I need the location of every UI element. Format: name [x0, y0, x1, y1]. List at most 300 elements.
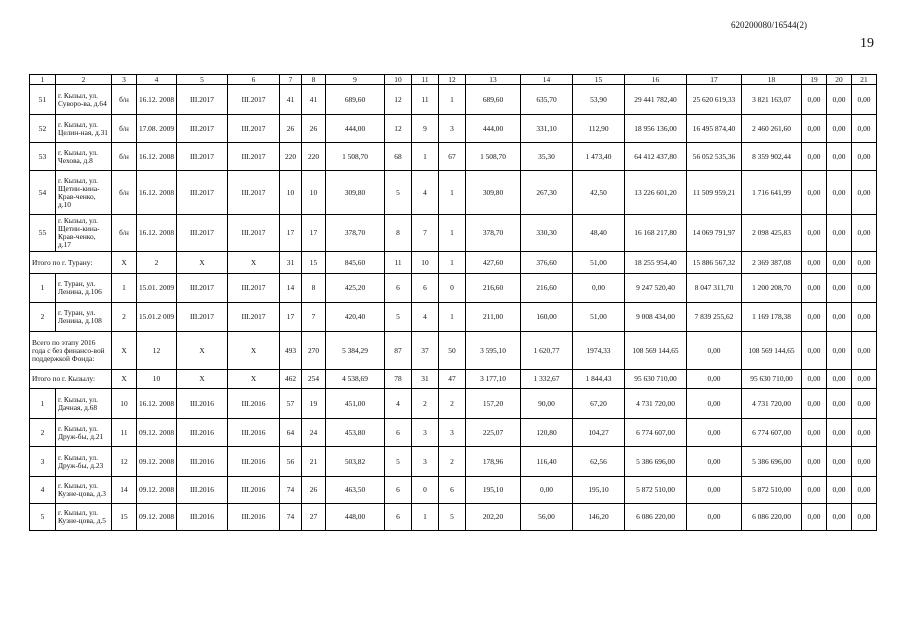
table-cell: 1 [439, 303, 466, 332]
table-cell: 2 460 261,60 [742, 115, 802, 143]
table-cell: 27 [302, 504, 326, 531]
column-header: 19 [802, 75, 827, 85]
table-cell: III.2016 [228, 447, 280, 477]
table-cell: 0,00 [802, 171, 827, 215]
table-cell: 6 086 220,00 [625, 504, 687, 531]
table-cell: 2 [137, 252, 177, 274]
table-cell: 2 [112, 303, 137, 332]
table-cell: 503,82 [326, 447, 385, 477]
table-cell: X [177, 370, 228, 389]
table-cell: 0,00 [802, 115, 827, 143]
table-cell: III.2017 [228, 303, 280, 332]
table-cell: 19 [302, 389, 326, 419]
table-cell: 0,00 [852, 143, 877, 171]
table-cell: 425,20 [326, 274, 385, 303]
table-cell: 1 [112, 274, 137, 303]
table-cell: 0,00 [687, 389, 742, 419]
total-label-cell: Итого по г. Кызылу: [30, 370, 112, 389]
table-cell: III.2017 [228, 274, 280, 303]
table-cell: 0,00 [827, 85, 852, 115]
table-cell: 9 [412, 115, 439, 143]
table-cell: 5 384,29 [326, 332, 385, 370]
table-cell: 216,60 [521, 274, 573, 303]
table-cell: 17.08. 2009 [137, 115, 177, 143]
table-cell: 4 731 720,00 [742, 389, 802, 419]
table-cell: 330,30 [521, 215, 573, 252]
column-header: 4 [137, 75, 177, 85]
column-header: 12 [439, 75, 466, 85]
table-cell: 6 086 220,00 [742, 504, 802, 531]
table-cell: 1 [439, 252, 466, 274]
table-cell: 104,27 [573, 419, 625, 447]
table-cell: 4 [30, 477, 56, 504]
table-cell: 195,10 [573, 477, 625, 504]
table-cell: 11 [412, 85, 439, 115]
table-cell: 67 [439, 143, 466, 171]
table-cell: 16.12. 2008 [137, 171, 177, 215]
document-number: 620200080/16544(2) [731, 20, 807, 30]
table-cell: 0,00 [827, 504, 852, 531]
table-cell: 0,00 [687, 419, 742, 447]
column-header: 7 [280, 75, 302, 85]
table-row [30, 419, 877, 447]
table-cell: 7 [412, 215, 439, 252]
table-cell: 6 774 607,00 [742, 419, 802, 447]
table-cell: 90,00 [521, 389, 573, 419]
table-cell: 0,00 [687, 332, 742, 370]
table-cell: 35,30 [521, 143, 573, 171]
column-header: 9 [326, 75, 385, 85]
table-cell: 54 [30, 171, 56, 215]
table-cell: 267,30 [521, 171, 573, 215]
table-cell: 2 [30, 303, 56, 332]
table-cell: 78 [385, 370, 412, 389]
table-cell: 6 [439, 477, 466, 504]
table-cell: 3 177,10 [466, 370, 521, 389]
column-header: 8 [302, 75, 326, 85]
table-cell: 09.12. 2008 [137, 504, 177, 531]
table-cell: X [228, 252, 280, 274]
table-cell: 0,00 [827, 389, 852, 419]
table-cell: 62,56 [573, 447, 625, 477]
table-cell: 31 [280, 252, 302, 274]
table-cell: 5 [385, 447, 412, 477]
table-row [30, 215, 877, 252]
table-cell: 493 [280, 332, 302, 370]
table-cell: 453,80 [326, 419, 385, 447]
table-cell: 1 [30, 389, 56, 419]
table-cell: 3 [412, 419, 439, 447]
table-cell: 37 [412, 332, 439, 370]
column-header: 17 [687, 75, 742, 85]
table-cell: 41 [280, 85, 302, 115]
table-cell: 9 247 520,40 [625, 274, 687, 303]
table-cell: 09.12. 2008 [137, 419, 177, 447]
table-cell: 42,50 [573, 171, 625, 215]
table-cell: 378,70 [326, 215, 385, 252]
table-cell: 12 [385, 85, 412, 115]
table-cell: 68 [385, 143, 412, 171]
table-cell: 0,00 [802, 504, 827, 531]
table-cell: 4 731 720,00 [625, 389, 687, 419]
total-label-cell: Всего по этапу 2016 года с без финансо-вой поддержкой Фонда: [30, 332, 112, 370]
table-row [30, 477, 877, 504]
table-cell: 0,00 [687, 504, 742, 531]
table-cell: 1 716 641,99 [742, 171, 802, 215]
table-cell: 74 [280, 477, 302, 504]
table-cell: 52 [30, 115, 56, 143]
table-row [30, 143, 877, 171]
table-cell: 331,10 [521, 115, 573, 143]
address-cell: г. Туран, ул. Ленина, д.108 [56, 303, 112, 332]
table-cell: 2 369 387,08 [742, 252, 802, 274]
table-cell: 0,00 [687, 370, 742, 389]
table-cell: III.2016 [177, 389, 228, 419]
table-row [30, 252, 877, 274]
column-header: 13 [466, 75, 521, 85]
table-cell: 1 [412, 504, 439, 531]
table-cell: 0,00 [827, 252, 852, 274]
table-cell: 0,00 [802, 447, 827, 477]
table-cell: X [228, 370, 280, 389]
table-cell: 0,00 [802, 370, 827, 389]
total-label-cell: Итого по г. Турану: [30, 252, 112, 274]
table-cell: X [112, 252, 137, 274]
column-header: 21 [852, 75, 877, 85]
table-cell: 15 886 567,32 [687, 252, 742, 274]
table-cell: 09.12. 2008 [137, 447, 177, 477]
table-cell: 0,00 [802, 252, 827, 274]
table-cell: 3 [412, 447, 439, 477]
table-cell: 1 [439, 85, 466, 115]
table-cell: 4 [412, 303, 439, 332]
table-cell: 26 [302, 477, 326, 504]
table-cell: 1 [439, 171, 466, 215]
table-cell: 51 [30, 85, 56, 115]
table-cell: III.2016 [177, 447, 228, 477]
table-cell: 254 [302, 370, 326, 389]
table-row [30, 274, 877, 303]
table-cell: 108 569 144,65 [625, 332, 687, 370]
table-cell: 18 255 954,40 [625, 252, 687, 274]
table-cell: 0,00 [852, 85, 877, 115]
table-cell: 5 [439, 504, 466, 531]
table-cell: 7 [302, 303, 326, 332]
table-cell: 14 [112, 477, 137, 504]
table-cell: 16 168 217,80 [625, 215, 687, 252]
table-row [30, 171, 877, 215]
address-cell: г. Туран, ул. Ленина, д.106 [56, 274, 112, 303]
table-cell: 1 [439, 215, 466, 252]
table-cell: 10 [302, 171, 326, 215]
table-cell: 16.12. 2008 [137, 85, 177, 115]
table-cell: 0 [439, 274, 466, 303]
table-cell: 160,00 [521, 303, 573, 332]
table-cell: 225,07 [466, 419, 521, 447]
address-cell: г. Кызыл, ул. Щетин-кина-Крав-ченко, д.10 [56, 171, 112, 215]
table-cell: X [112, 332, 137, 370]
table-cell: 6 [412, 274, 439, 303]
table-cell: 1 169 178,38 [742, 303, 802, 332]
table-cell: 448,00 [326, 504, 385, 531]
table-cell: 15.01.2 009 [137, 303, 177, 332]
address-cell: г. Кызыл, ул. Суворо-ва, д.64 [56, 85, 112, 115]
table-cell: 0,00 [827, 447, 852, 477]
table-cell: III.2017 [177, 85, 228, 115]
table-cell: 15 [112, 504, 137, 531]
table-cell: 64 [280, 419, 302, 447]
table-cell: 64 412 437,80 [625, 143, 687, 171]
table-cell: 12 [112, 447, 137, 477]
table-cell: 50 [439, 332, 466, 370]
table-cell: 1 [30, 274, 56, 303]
table-cell: 689,60 [466, 85, 521, 115]
table-cell: 0,00 [827, 115, 852, 143]
table-cell: 0,00 [802, 389, 827, 419]
table-cell: 0,00 [687, 477, 742, 504]
column-header: 16 [625, 75, 687, 85]
table-cell: III.2016 [228, 389, 280, 419]
table-cell: 15.01. 2009 [137, 274, 177, 303]
table-cell: 55 [30, 215, 56, 252]
table-cell: 6 [385, 419, 412, 447]
table-cell: 216,60 [466, 274, 521, 303]
address-cell: г. Кызыл, ул. Друж-бы, д.21 [56, 419, 112, 447]
table-cell: III.2016 [177, 477, 228, 504]
table-cell: б/н [112, 143, 137, 171]
table-cell: 6 774 607,00 [625, 419, 687, 447]
table-cell: 0,00 [802, 419, 827, 447]
table-cell: 0,00 [802, 274, 827, 303]
table-cell: III.2017 [177, 274, 228, 303]
table-cell: б/н [112, 115, 137, 143]
table-cell: 1974,33 [573, 332, 625, 370]
table-cell: 56 [280, 447, 302, 477]
table-cell: X [112, 370, 137, 389]
table-cell: 5 [385, 303, 412, 332]
table-cell: 53 [30, 143, 56, 171]
table-cell: 17 [280, 215, 302, 252]
column-header: 3 [112, 75, 137, 85]
table-cell: б/н [112, 215, 137, 252]
table-cell: 116,40 [521, 447, 573, 477]
table-cell: 74 [280, 504, 302, 531]
table-cell: III.2017 [228, 85, 280, 115]
table-cell: 24 [302, 419, 326, 447]
column-header: 11 [412, 75, 439, 85]
table-cell: 0,00 [802, 332, 827, 370]
column-header: 15 [573, 75, 625, 85]
table-cell: 56,00 [521, 504, 573, 531]
table-cell: 220 [302, 143, 326, 171]
table-cell: 5 386 696,00 [625, 447, 687, 477]
table-cell: 48,40 [573, 215, 625, 252]
table-cell: 10 [412, 252, 439, 274]
table-cell: б/н [112, 85, 137, 115]
table-cell: 1 508,70 [326, 143, 385, 171]
table-cell: 53,90 [573, 85, 625, 115]
table-cell: 0,00 [827, 419, 852, 447]
table-cell: 1 508,70 [466, 143, 521, 171]
table-cell: б/н [112, 171, 137, 215]
table-cell: 1 [412, 143, 439, 171]
table-cell: 2 098 425,83 [742, 215, 802, 252]
table-cell: 56 052 535,36 [687, 143, 742, 171]
table-cell: 3 [439, 419, 466, 447]
table-cell: 220 [280, 143, 302, 171]
table-cell: 3 821 163,07 [742, 85, 802, 115]
table-cell: X [177, 252, 228, 274]
table-cell: III.2016 [228, 477, 280, 504]
table-cell: III.2017 [177, 115, 228, 143]
table-cell: III.2016 [228, 419, 280, 447]
table-cell: 120,80 [521, 419, 573, 447]
table-cell: 451,00 [326, 389, 385, 419]
table-cell: III.2017 [177, 215, 228, 252]
table-cell: X [177, 332, 228, 370]
table-cell: 5 [385, 171, 412, 215]
table-cell: 0,00 [827, 274, 852, 303]
column-header: 5 [177, 75, 228, 85]
table-cell: 09.12. 2008 [137, 477, 177, 504]
table-row [30, 85, 877, 115]
table-cell: 26 [280, 115, 302, 143]
table-cell: 18 956 136,00 [625, 115, 687, 143]
table-cell: 0,00 [852, 477, 877, 504]
table-cell: 4 [412, 171, 439, 215]
table-cell: 178,96 [466, 447, 521, 477]
address-cell: г. Кызыл, ул. Дачная, д.68 [56, 389, 112, 419]
table-cell: 12 [137, 332, 177, 370]
page-number: 19 [860, 36, 874, 51]
table-cell: III.2017 [228, 115, 280, 143]
table-cell: 0,00 [521, 477, 573, 504]
table-cell: 1 200 208,70 [742, 274, 802, 303]
table-row [30, 389, 877, 419]
table-cell: 0,00 [852, 115, 877, 143]
table-cell: 202,20 [466, 504, 521, 531]
table-row [30, 115, 877, 143]
table-cell: 2 [439, 447, 466, 477]
table-cell: 0,00 [827, 370, 852, 389]
table-cell: 17 [280, 303, 302, 332]
table-cell: 29 441 782,40 [625, 85, 687, 115]
column-header: 2 [56, 75, 112, 85]
table-cell: 5 386 696,00 [742, 447, 802, 477]
address-cell: г. Кызыл, ул. Целин-ная, д.31 [56, 115, 112, 143]
table-cell: 11 [385, 252, 412, 274]
table-cell: 0,00 [687, 447, 742, 477]
table-row [30, 303, 877, 332]
table-cell: 17 [302, 215, 326, 252]
table-cell: 444,00 [466, 115, 521, 143]
table-cell: 0,00 [852, 215, 877, 252]
table-row [30, 332, 877, 370]
table-row [30, 504, 877, 531]
table-cell: X [228, 332, 280, 370]
table-row [30, 447, 877, 477]
table-cell: 427,60 [466, 252, 521, 274]
table-cell: 8 [302, 274, 326, 303]
table-cell: 108 569 144,65 [742, 332, 802, 370]
table-cell: 47 [439, 370, 466, 389]
table-cell: 0,00 [802, 143, 827, 171]
table-cell: 0,00 [827, 303, 852, 332]
table-cell: 6 [385, 274, 412, 303]
table-cell: 0,00 [573, 274, 625, 303]
address-cell: г. Кызыл, ул. Чехова, д.8 [56, 143, 112, 171]
table-cell: 157,20 [466, 389, 521, 419]
table-cell: 376,60 [521, 252, 573, 274]
table-cell: 57 [280, 389, 302, 419]
table-cell: 463,50 [326, 477, 385, 504]
table-cell: 0,00 [852, 274, 877, 303]
table-cell: 51,00 [573, 252, 625, 274]
table-cell: 5 872 510,00 [625, 477, 687, 504]
table-cell: 3 [439, 115, 466, 143]
housing-table [29, 74, 877, 531]
table-cell: 26 [302, 115, 326, 143]
table-cell: 5 872 510,00 [742, 477, 802, 504]
column-header: 6 [228, 75, 280, 85]
table-cell: 270 [302, 332, 326, 370]
table-cell: III.2016 [228, 504, 280, 531]
address-cell: г. Кызыл, ул. Щетин-кина-Крав-ченко, д.17 [56, 215, 112, 252]
table-cell: 16.12. 2008 [137, 143, 177, 171]
table-cell: 0,00 [852, 252, 877, 274]
column-header: 10 [385, 75, 412, 85]
table-cell: 0,00 [827, 171, 852, 215]
table-cell: 444,00 [326, 115, 385, 143]
table-cell: 112,90 [573, 115, 625, 143]
table-cell: 1 620,77 [521, 332, 573, 370]
table-cell: 378,70 [466, 215, 521, 252]
table-cell: 4 [385, 389, 412, 419]
table-cell: 12 [385, 115, 412, 143]
table-cell: 0,00 [827, 215, 852, 252]
table-cell: 31 [412, 370, 439, 389]
table-cell: 6 [385, 477, 412, 504]
table-cell: 7 839 255,62 [687, 303, 742, 332]
column-header: 18 [742, 75, 802, 85]
table-cell: 95 630 710,00 [742, 370, 802, 389]
table-cell: 420,40 [326, 303, 385, 332]
table-cell: 0 [412, 477, 439, 504]
address-cell: г. Кызыл, ул. Кузне-цова, д.5 [56, 504, 112, 531]
table-cell: 146,20 [573, 504, 625, 531]
table-cell: 635,70 [521, 85, 573, 115]
table-row [30, 370, 877, 389]
table-cell: 0,00 [827, 477, 852, 504]
table-cell: 41 [302, 85, 326, 115]
table-cell: 13 226 601,20 [625, 171, 687, 215]
table-cell: 1 844,43 [573, 370, 625, 389]
table-cell: 8 [385, 215, 412, 252]
table-cell: 0,00 [852, 370, 877, 389]
table-cell: 0,00 [802, 477, 827, 504]
table-cell: 0,00 [852, 419, 877, 447]
table-cell: 1 473,40 [573, 143, 625, 171]
table-cell: 0,00 [852, 389, 877, 419]
table-cell: 6 [385, 504, 412, 531]
table-cell: 1 332,67 [521, 370, 573, 389]
table-cell: 10 [280, 171, 302, 215]
table-cell: III.2017 [228, 171, 280, 215]
table-cell: 195,10 [466, 477, 521, 504]
table-cell: 0,00 [852, 332, 877, 370]
table-cell: 0,00 [802, 303, 827, 332]
table-cell: 8 359 902,44 [742, 143, 802, 171]
